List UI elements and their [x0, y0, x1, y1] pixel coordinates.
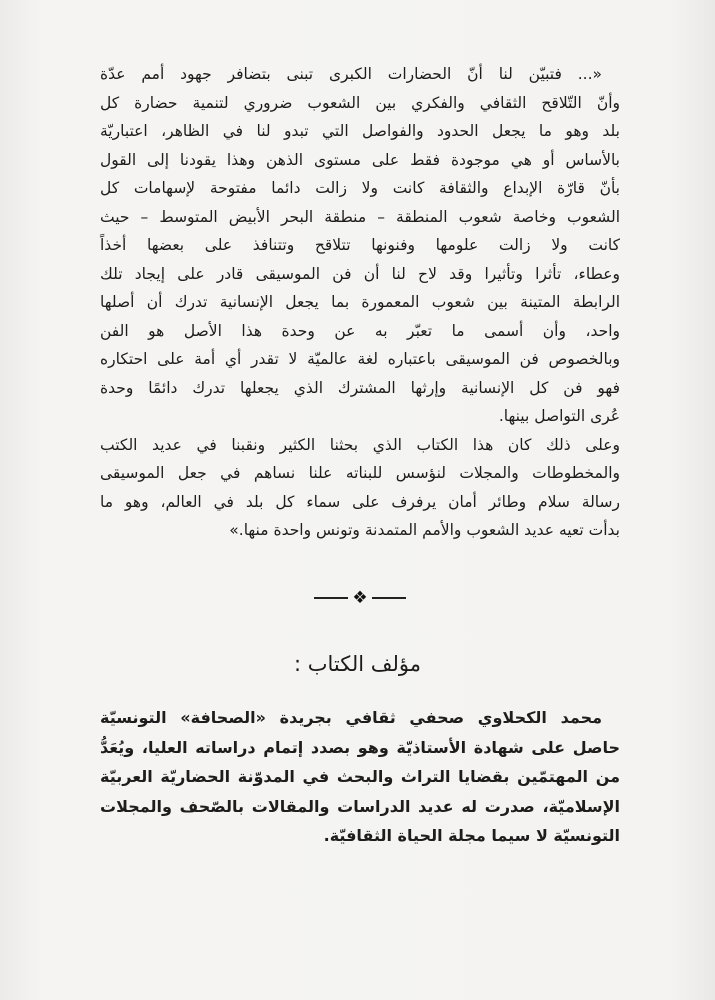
text-line: بلد وهو ما يجعل الحدود والفواصل التي تبدو لنا في الظاهر، اعتباريّة	[100, 122, 620, 140]
text-line: وبالخصوص فن الموسيقى باعتباره لغة عالميّة لا تقدر أي أمة على احتكاره	[100, 350, 620, 368]
text-line: رسالة سلام وطائر أمان يرفرف على سماء كل بلد في العالم، وهو ما	[100, 492, 620, 511]
text-line: التونسيّة لا سيما مجلة الحياة الثقافيّة.	[323, 826, 620, 846]
text-line: بأنّ قارّة الإبداع والثقافة كانت ولا زالت دائما مفتوحة لإسهامات كل	[100, 179, 620, 197]
text-line: وعطاء، تأثرا وتأثيرا وقد لاح لنا أن فن الموسيقى قادر على إيجاد تلك	[100, 264, 620, 283]
text-line: وعلى ذلك كان هذا الكتاب الذي بحثنا الكثير ونقبنا في عديد الكتب	[100, 435, 620, 454]
divider-rule	[314, 597, 348, 599]
author-bio	[100, 703, 620, 851]
text-line: الإسلاميّة، صدرت له عديد الدراسات والمقالات بالصّحف والمجلات	[100, 796, 620, 816]
text-line: الشعوب وخاصة شعوب المنطقة – منطقة البحر الأبيض المتوسط – حيث	[100, 207, 620, 226]
diamond-cluster-icon: ❖	[352, 588, 368, 608]
text-line: وأنّ التّلاقح الثقافي والفكري بين الشعوب ضروري لتنمية حضارة كل	[100, 93, 620, 112]
section-divider	[310, 588, 410, 608]
text-line: عُرى التواصل بينها.	[498, 407, 620, 425]
divider-rule	[372, 597, 406, 599]
quote-paragraph	[100, 60, 620, 545]
text-line: والمخطوطات والمجلات لنؤسس للبناته علنا نساهم في جعل الموسيقى	[100, 464, 620, 482]
text-line: «... فتبيّن لنا أنّ الحضارات الكبرى تبنى بتضافر جهود أمم عدّة	[100, 65, 602, 83]
text-line: بدأت تعيه عديد الشعوب والأمم المتمدنة وتونس واحدة منها.»	[229, 521, 620, 539]
text-line: كانت ولا زالت علومها وفنونها تتلاقح وتتنافذ على بعضها أخذاً	[100, 236, 620, 254]
text-line: محمد الكحلاوي صحفي ثقافي بجريدة «الصحافة» التونسيّة	[100, 708, 602, 727]
text-line: بالأساس أو هي موجودة فقط على مستوى الذهن وهذا يقودنا إلى القول	[100, 150, 620, 169]
text-line: الرابطة المتينة بين شعوب المعمورة بما يجعل الإنسانية تدرك أن أصلها	[100, 293, 620, 311]
text-line: حاصل على شهادة الأستاذيّة وهو بصدد إتمام دراساته العليا، ويُعَدُّ	[100, 737, 620, 757]
author-heading: مؤلف الكتاب :	[294, 652, 421, 676]
text-line: واحد، وأن أسمى ما تعبّر به عن وحدة هذا الأصل هو الفن	[100, 321, 620, 340]
text-line: من المهتمّين بقضايا التراث والبحث في المدوّنة الحضاريّة العربيّة	[100, 767, 620, 787]
text-line: فهو فن كل الإنسانية وإرثها المشترك الذي يجعلها تدرك دائمًا وحدة	[100, 378, 620, 397]
